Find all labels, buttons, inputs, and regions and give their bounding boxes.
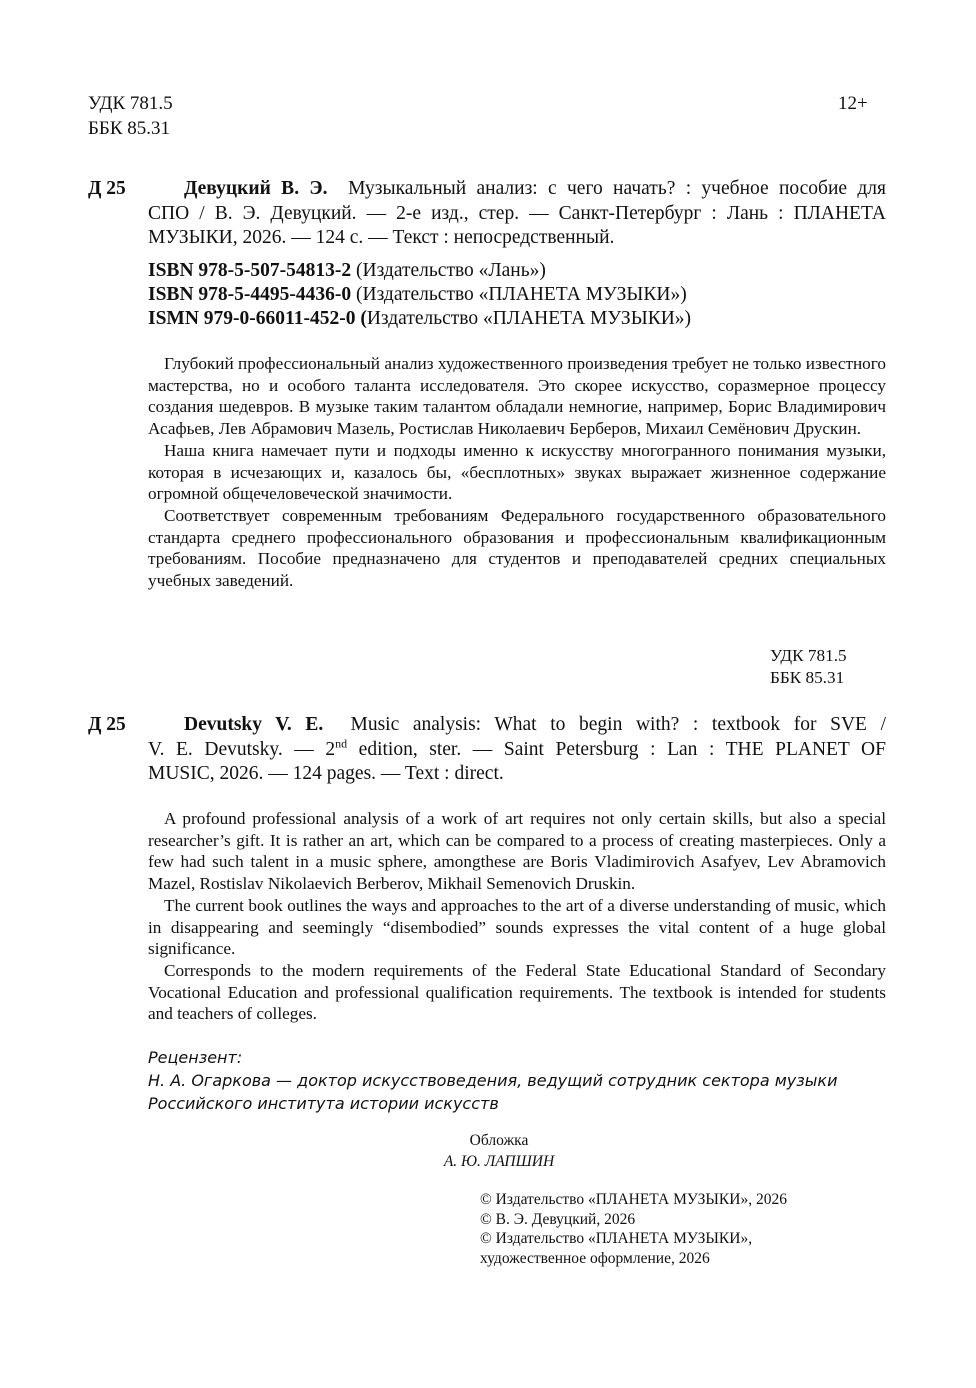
- ru-entry-line-2: СПО / В. Э. Девуцкий. — 2-е изд., стер. — Санкт-Петербург : Лань : ПЛАНЕТА: [148, 202, 886, 224]
- cover-label: Обложка: [469, 1132, 529, 1149]
- header-classification: [88, 91, 173, 141]
- udk-code: УДК 781.5: [88, 93, 173, 114]
- en-abstract: [148, 808, 886, 1025]
- copyright-line: © Издательство «ПЛАНЕТА МУЗЫКИ»,: [480, 1230, 753, 1247]
- age-rating: 12+: [838, 93, 868, 114]
- isbn-code: ISBN 978-5-507-54813-2: [148, 260, 352, 281]
- reviewer-block: [148, 1046, 837, 1115]
- ru-bibliographic-entry: [88, 177, 886, 251]
- reviewer-line: Российского института истории искусств: [148, 1094, 499, 1113]
- isbn-list: [148, 259, 691, 331]
- ru-entry-author: Девуцкий В. Э.: [184, 178, 328, 199]
- ru-abstract: [148, 353, 886, 592]
- isbn-line: [148, 259, 691, 283]
- author-sign-code: Д 25: [88, 714, 126, 735]
- ru-entry-line-3: МУЗЫКИ, 2026. — 124 с. — Текст : непосредственный.: [148, 227, 615, 248]
- copyright-line: художественное оформление, 2026: [480, 1249, 710, 1267]
- bbk-code: ББК 85.31: [770, 668, 845, 687]
- en-abstract-paragraph: A profound professional analysis of a work of art requires not only certain skills, but also a special researcher’s gift. It is rather an art, which can be compared to a process of creating masterpieces. Only a few had such talent in a music sphere, amongthese are Boris Vladimirovich Asafyev, Lev Abramovich Mazel, Rostislav Nikolaevich Berberov, Mikhail Semenovich Druskin.: [148, 809, 886, 894]
- en-entry-line-2: V. E. Devutsky. — 2nd edition, ster. — Saint Petersburg : Lan : THE PLANET OF: [148, 736, 886, 760]
- en-abstract-paragraph: The current book outlines the ways and approaches to the art of a diverse understanding of music, which in disappearing and seemingly “disembodied” sounds expresses the vital content of a huge global significance.: [148, 895, 886, 959]
- en-entry-author: Devutsky V. E.: [184, 714, 324, 735]
- cover-artist: А. Ю. ЛАПШИН: [443, 1153, 555, 1170]
- ismn-code: ISMN 979-0-66011-452-0 (: [148, 308, 367, 329]
- mid-classification: [770, 645, 847, 689]
- ordinal-suffix: nd: [335, 736, 348, 750]
- ru-abstract-paragraph: Наша книга намечает пути и подходы именно к искусству многогранного понимания музыки, которая в исчезающих и, казалось бы, «бесплотных» звуках выражает жизненное содержание огромной общечеловеческой значимости.: [148, 440, 886, 504]
- author-sign-code: Д 25: [88, 178, 126, 199]
- isbn-code: ISBN 978-5-4495-4436-0: [148, 284, 352, 305]
- isbn-publisher: (Издательство «ПЛАНЕТА МУЗЫКИ»): [351, 284, 687, 305]
- ru-abstract-paragraph: Глубокий профессиональный анализ художественного произведения требует не только известного мастерства, но и особого таланта исследователя. Это скорее искусство, соразмерное процессу создания шедевров. В музыке таким талантом обладали немногие, например, Борис Владимирович Асафьев, Лев Абрамович Мазель, Ростислав Николаевич Берберов, Михаил Семёнович Друскин.: [148, 354, 886, 439]
- reviewer-line: Н. А. Огаркова — доктор искусствоведения, ведущий сотрудник сектора музыки: [148, 1071, 838, 1090]
- copyright-block: [480, 1190, 787, 1268]
- cover-credit: [0, 1130, 976, 1172]
- en-entry-line-1: [148, 713, 886, 738]
- ismn-publisher: Издательство «ПЛАНЕТА МУЗЫКИ»): [366, 308, 692, 329]
- reviewer-label: Рецензент:: [148, 1048, 243, 1067]
- en-entry-line-3: MUSIC, 2026. — 124 pages. — Text : direct.: [148, 763, 504, 784]
- udk-code: УДК 781.5: [770, 646, 847, 665]
- isbn-line: [148, 283, 691, 307]
- ru-entry-line-1: [148, 177, 886, 202]
- ismn-line: [148, 307, 691, 331]
- en-bibliographic-entry: [88, 713, 886, 787]
- isbn-publisher: (Издательство «Лань»): [351, 260, 546, 281]
- copyright-line: © В. Э. Девуцкий, 2026: [480, 1210, 636, 1228]
- en-abstract-paragraph: Corresponds to the modern requirements of the Federal State Educational Standard of Secondary Vocational Education and professional qualification requirements. The textbook is intended for students and teachers of colleges.: [148, 960, 886, 1024]
- ru-abstract-paragraph: Соответствует современным требованиям Федерального государственного образовательного стандарта среднего профессионального образования и профессиональным квалификационным требованиям. Пособие предназначено для студентов и преподавателей средних специальных учебных заведений.: [148, 505, 886, 591]
- ru-entry-title: Музыкальный анализ: с чего начать? : учебное пособие для: [348, 178, 886, 199]
- en-entry-title: Music analysis: What to begin with? : textbook for SVE /: [350, 714, 887, 735]
- bbk-code: ББК 85.31: [88, 118, 170, 139]
- copyright-line: © Издательство «ПЛАНЕТА МУЗЫКИ», 2026: [480, 1191, 787, 1208]
